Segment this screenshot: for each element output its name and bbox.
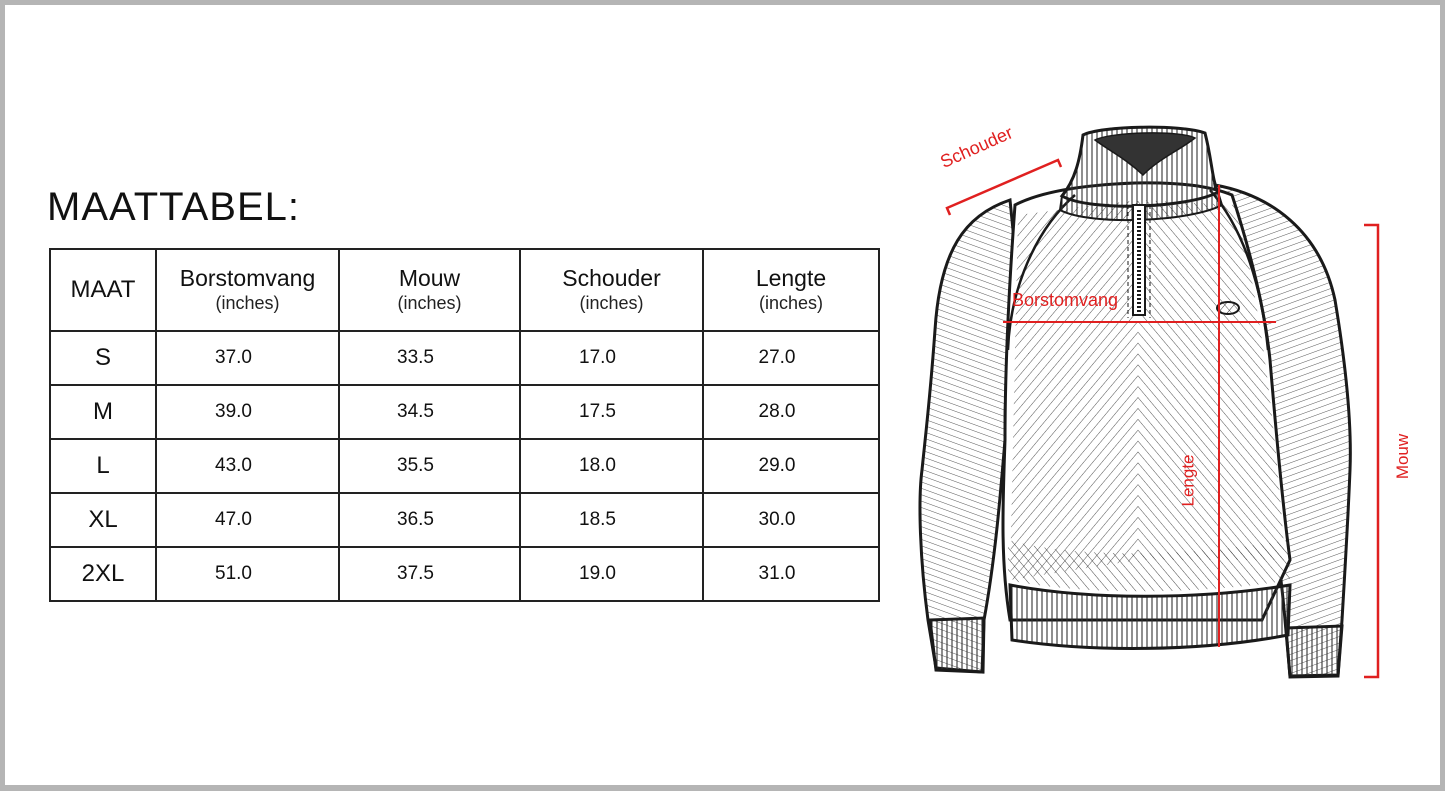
size-cell: M bbox=[50, 385, 156, 439]
lengte-cell bbox=[703, 439, 879, 493]
page-title: MAATTABEL: bbox=[47, 185, 301, 229]
header-label: Borstomvang bbox=[179, 265, 316, 291]
header-unit: (inches) bbox=[215, 293, 280, 313]
size-cell: 2XL bbox=[50, 547, 156, 601]
lengte-cell bbox=[703, 547, 879, 601]
cell-value: 51.0 bbox=[215, 563, 252, 584]
size-cell: L bbox=[50, 439, 156, 493]
cell-value: 30.0 bbox=[758, 509, 796, 530]
borstomvang-cell bbox=[156, 439, 339, 493]
cell-value: 34.5 bbox=[397, 401, 434, 422]
mouw-cell bbox=[339, 385, 520, 439]
borstomvang-cell bbox=[156, 385, 339, 439]
header-mouw bbox=[339, 249, 520, 331]
cell-value: 43.0 bbox=[215, 455, 252, 476]
header-borstomvang bbox=[156, 249, 339, 331]
schouder-cell bbox=[520, 439, 703, 493]
sweater-sketch-icon bbox=[905, 115, 1445, 695]
cell-value: 31.0 bbox=[758, 563, 796, 584]
schouder-cell bbox=[520, 547, 703, 601]
annotation-mouw-label: Mouw bbox=[1393, 433, 1413, 480]
sweater-illustration bbox=[905, 115, 1445, 695]
header-lengte bbox=[703, 249, 879, 331]
cell-value: 33.5 bbox=[397, 347, 434, 368]
header-label: Mouw bbox=[398, 265, 461, 291]
cell-value: 29.0 bbox=[758, 455, 796, 476]
cell-value: 19.0 bbox=[579, 563, 616, 584]
header-unit: (inches) bbox=[397, 293, 462, 313]
borstomvang-cell bbox=[156, 547, 339, 601]
lengte-cell bbox=[703, 493, 879, 547]
borstomvang-cell bbox=[156, 331, 339, 385]
header-unit: (inches) bbox=[758, 293, 824, 313]
cell-value: 17.5 bbox=[579, 401, 616, 422]
size-cell: XL bbox=[50, 493, 156, 547]
mouw-cell bbox=[339, 439, 520, 493]
annotation-lengte-label: Lengte bbox=[1178, 454, 1198, 507]
header-label: MAAT bbox=[70, 276, 136, 303]
table-header-row bbox=[50, 249, 879, 331]
table-row bbox=[50, 493, 879, 547]
header-maat bbox=[50, 249, 156, 331]
size-chart-table bbox=[49, 248, 880, 602]
header-label: Lengte bbox=[755, 265, 827, 291]
cell-value: 28.0 bbox=[758, 401, 796, 422]
table-row bbox=[50, 331, 879, 385]
borstomvang-cell bbox=[156, 493, 339, 547]
schouder-cell bbox=[520, 331, 703, 385]
table-row bbox=[50, 439, 879, 493]
mouw-cell bbox=[339, 547, 520, 601]
cell-value: 17.0 bbox=[579, 347, 616, 368]
header-schouder bbox=[520, 249, 703, 331]
table-row bbox=[50, 547, 879, 601]
cell-value: 37.5 bbox=[397, 563, 434, 584]
annotation-borstomvang-label: Borstomvang bbox=[1012, 290, 1119, 310]
size-cell: S bbox=[50, 331, 156, 385]
schouder-cell bbox=[520, 493, 703, 547]
mouw-cell bbox=[339, 331, 520, 385]
mouw-cell bbox=[339, 493, 520, 547]
cell-value: 35.5 bbox=[397, 455, 434, 476]
lengte-cell bbox=[703, 385, 879, 439]
cell-value: 37.0 bbox=[215, 347, 252, 368]
cell-value: 47.0 bbox=[215, 509, 252, 530]
cell-value: 18.0 bbox=[579, 455, 616, 476]
header-label: Schouder bbox=[562, 265, 661, 291]
annotation-schouder-label: Schouder bbox=[937, 122, 1016, 172]
cell-value: 18.5 bbox=[579, 509, 616, 530]
cell-value: 36.5 bbox=[397, 509, 434, 530]
schouder-cell bbox=[520, 385, 703, 439]
lengte-cell bbox=[703, 331, 879, 385]
cell-value: 39.0 bbox=[215, 401, 252, 422]
header-unit: (inches) bbox=[579, 293, 644, 313]
cell-value: 27.0 bbox=[758, 347, 796, 368]
table-row bbox=[50, 385, 879, 439]
